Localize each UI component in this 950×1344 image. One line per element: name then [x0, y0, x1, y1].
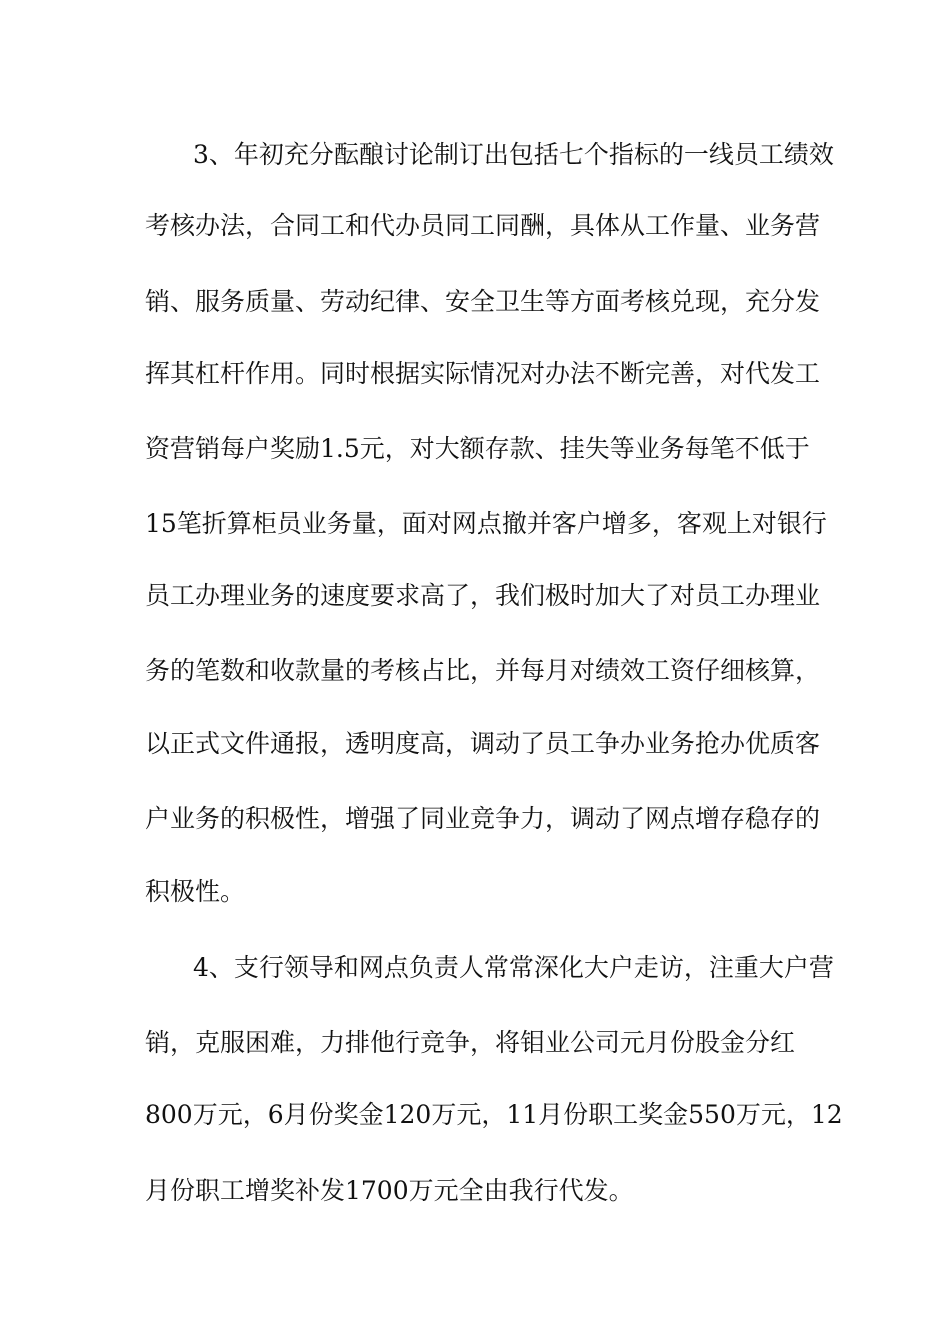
text-line: 以正式文件通报，透明度高，调动了员工争办业务抢办优质客 — [145, 729, 821, 758]
text-line: 员工办理业务的速度要求高了，我们极时加大了对员工办理业 — [145, 581, 821, 610]
text-line: 3、年初充分酝酿讨论制订出包括七个指标的一线员工绩效 — [193, 140, 834, 169]
text-line: 销、服务质量、劳动纪律、安全卫生等方面考核兑现，充分发 — [145, 287, 821, 316]
text-line: 800万元，6月份奖金120万元，11月份职工奖金550万元，12 — [145, 1100, 843, 1129]
text-line: 务的笔数和收款量的考核占比，并每月对绩效工资仔细核算， — [145, 656, 821, 685]
text-line: 资营销每户奖励1.5元，对大额存款、挂失等业务每笔不低于 — [145, 434, 810, 463]
text-line: 积极性。 — [145, 877, 246, 906]
text-line: 销，克服困难，力排他行竞争，将钼业公司元月份股金分红 — [145, 1028, 796, 1057]
text-line: 挥其杠杆作用。同时根据实际情况对办法不断完善，对代发工 — [145, 359, 821, 388]
text-line: 15笔折算柜员业务量，面对网点撤并客户增多，客观上对银行 — [145, 509, 827, 538]
text-line: 考核办法，合同工和代办员同工同酬，具体从工作量、业务营 — [145, 211, 821, 240]
text-line: 4、支行领导和网点负责人常常深化大户走访，注重大户营 — [193, 953, 834, 982]
text-line: 月份职工增奖补发1700万元全由我行代发。 — [145, 1176, 634, 1205]
text-line: 户业务的积极性，增强了同业竞争力，调动了网点增存稳存的 — [145, 804, 821, 833]
